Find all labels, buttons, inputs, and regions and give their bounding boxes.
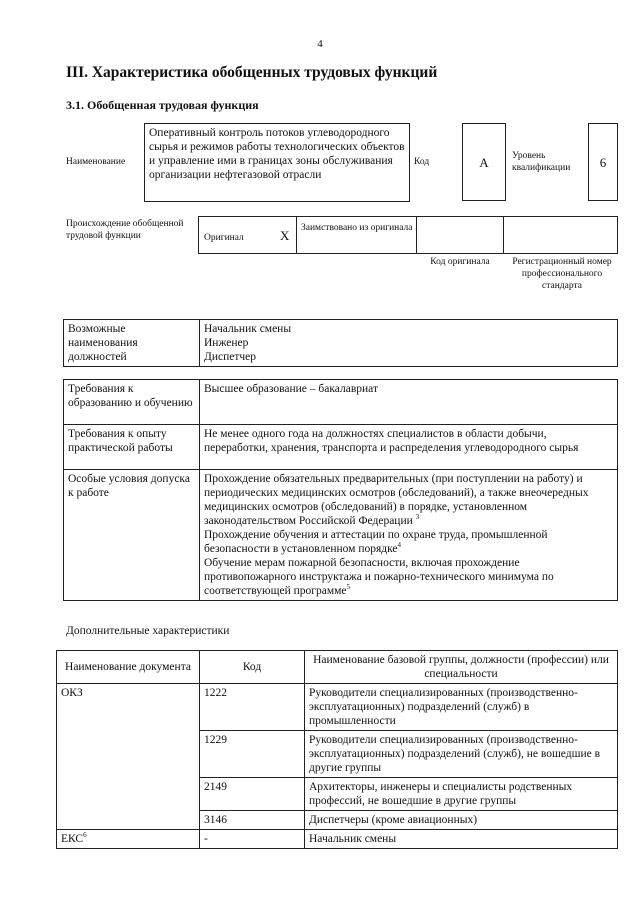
eks-code: -: [200, 830, 305, 849]
conditions-label: Особые условия допуска к работе: [64, 470, 200, 601]
position-item: Инженер: [204, 337, 249, 349]
row-code: 1229: [200, 731, 305, 778]
reg-number-caption: Регистрационный номер профессионального стандарта: [512, 257, 612, 291]
row-code: 3146: [200, 811, 305, 830]
positions-label: Возможные наименования должностей: [64, 320, 200, 367]
row-name: Диспетчеры (кроме авиационных): [305, 811, 618, 830]
origin-divider-2: [416, 216, 417, 254]
original-mark: Х: [280, 228, 290, 243]
row-code: 1222: [200, 684, 305, 731]
footnote-ref: 5: [346, 583, 350, 592]
positions-list: [200, 320, 618, 367]
position-item: Начальник смены: [204, 323, 292, 335]
header-code: Код: [200, 651, 305, 684]
conditions-p2: Прохождение обучения и аттестации по охране труда, промышленной безопасности в установленном порядке: [204, 529, 548, 555]
header-document: Наименование документа: [57, 651, 200, 684]
name-label: Наименование: [66, 157, 126, 167]
position-item: Диспетчер: [204, 351, 257, 363]
section-title: III. Характеристика обобщенных трудовых функций: [66, 64, 438, 81]
experience-label: Требования к опыту практической работы: [64, 425, 200, 470]
origin-divider: [296, 216, 297, 254]
eks-label: ЕКС: [61, 833, 84, 845]
row-name: Архитекторы, инженеры и специалисты родственных профессий, не вошедшие в другие группы: [305, 778, 618, 811]
positions-table: [63, 319, 618, 367]
experience-value: Не менее одного года на должностях специалистов в области добычи, переработки, хранения, транспорта и распределения углеводородного сырья: [200, 425, 618, 470]
additional-title: Дополнительные характеристики: [66, 625, 230, 637]
original-label: Оригинал: [204, 233, 244, 243]
gtf-name-value: Оперативный контроль потоков углеводородного сырья и режимов работы технологических объектов и управление ими в границах зоны обслуживания организации нефтегазовой отрасли: [144, 123, 410, 202]
footnote-ref: 6: [83, 831, 87, 840]
header-name: Наименование базовой группы, должности (профессии) или специальности: [305, 651, 618, 684]
additional-table: [56, 650, 618, 849]
page-number: 4: [317, 38, 323, 50]
row-code: 2149: [200, 778, 305, 811]
eks-name: Начальник смены: [305, 830, 618, 849]
conditions-value: [200, 470, 618, 601]
education-value: Высшее образование – бакалавриат: [200, 380, 618, 425]
education-label: Требования к образованию и обучению: [64, 380, 200, 425]
code-original-caption: Код оригинала: [430, 257, 490, 267]
level-label: Уровень квалификации: [512, 151, 571, 173]
level-value: 6: [588, 123, 618, 201]
conditions-p3: Обучение мерам пожарной безопасности, включая прохождение противопожарного инструктажа и пожарно-технического минимума по соответствующей программе: [204, 557, 554, 597]
origin-label: Происхождение обобщенной трудовой функции: [66, 219, 184, 241]
footnote-ref: 3: [415, 513, 420, 522]
code-label: Код: [414, 157, 430, 167]
okz-label: ОКЗ: [57, 684, 200, 830]
requirements-table: [63, 379, 618, 601]
subsection-title: 3.1. Обобщенная трудовая функция: [66, 98, 259, 112]
conditions-p1: Прохождение обязательных предварительных (при поступлении на работу) и периодических медицинских осмотров (обследований), а также внеочередных медицинских осмотров (обследований) в порядке, установленном законодательством Российской Федерации: [204, 473, 589, 527]
footnote-ref: 4: [397, 541, 402, 550]
eks-cell: [57, 830, 200, 849]
borrowed-label: Заимствовано из оригинала: [301, 223, 413, 233]
gtf-code-value: А: [462, 123, 506, 201]
row-name: Руководители специализированных (производственно-эксплуатационных) подразделений (служб), не вошедшие в другие группы: [305, 731, 618, 778]
origin-divider-3: [503, 216, 504, 254]
row-name: Руководители специализированных (производственно-эксплуатационных) подразделений (служб) в промышленности: [305, 684, 618, 731]
